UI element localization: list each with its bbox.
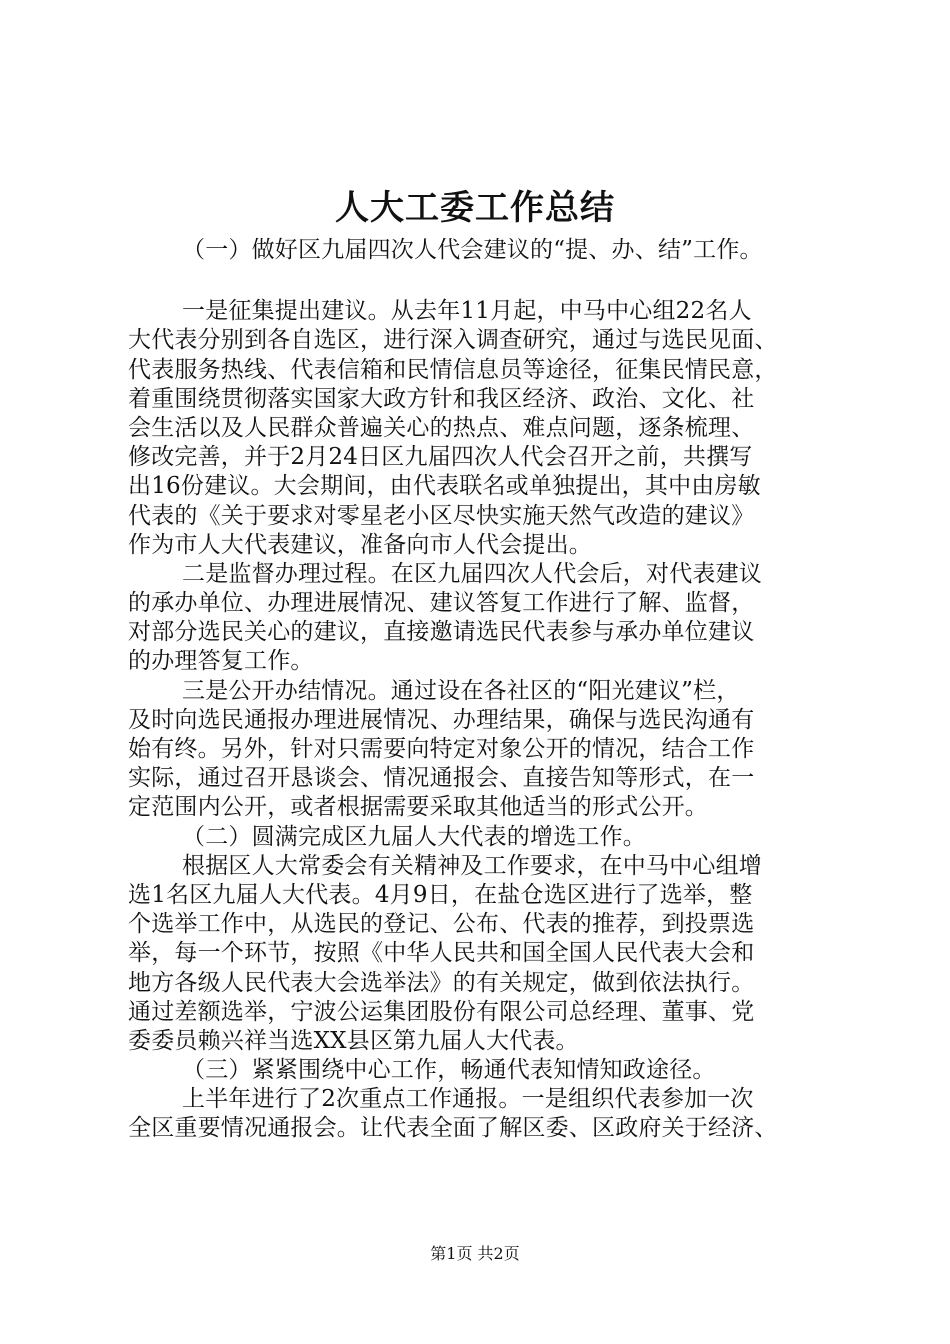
paragraph-line: 大代表分别到各自选区，进行深入调查研究，通过与选民见面、 [128,327,778,354]
paragraph-line: 定范围内公开，或者根据需要采取其他适当的形式公开。 [128,794,708,821]
paragraph-line: 上半年进行了2次重点工作通报。一是组织代表参加一次 [182,1086,754,1113]
document-body [128,236,854,1144]
section-heading-2: （二）圆满完成区九届人大代表的增选工作。 [182,823,646,850]
paragraph-line: 根据区人大常委会有关精神及工作要求，在中马中心组增 [182,852,762,879]
section-heading-3: （三）紧紧围绕中心工作，畅通代表知情知政途径。 [182,1057,716,1084]
document-title: 人大工委工作总结 [335,188,615,228]
paragraph-line: 出16份建议。大会期间，由代表联名或单独提出，其中由房敏 [128,473,761,500]
section-heading-1: （一）做好区九届四次人代会建议的“提、办、结”工作。 [182,237,763,263]
paragraph-line: 通过差额选举，宁波公运集团股份有限公司总经理、董事、党 [128,998,755,1025]
paragraph-line: 实际，通过召开恳谈会、情况通报会、直接告知等形式，在一 [128,765,755,792]
paragraph-line: 始有终。另外，针对只需要向特定对象公开的情况，结合工作 [128,736,755,762]
paragraph-line: 委委员赖兴祥当选XX县区第九届人大代表。 [128,1027,579,1054]
paragraph-line: 代表服务热线、代表信箱和民情信息员等途径，征集民情民意， [128,356,778,383]
paragraph-spacer [128,265,854,297]
page-number: 第1页 共2页 [430,1244,520,1263]
paragraph-line: 着重围绕贯彻落实国家大政方针和我区经济、政治、文化、社 [128,385,755,412]
paragraph-line: 修改完善，并于2月24日区九届四次人代会召开之前，共撰写 [128,444,753,471]
paragraph-line: 全区重要情况通报会。让代表全面了解区委、区政府关于经济、 [128,1115,778,1142]
paragraph-line: 代表的《关于要求对零星老小区尽快实施天然气改造的建议》 [128,502,755,529]
paragraph-line: 三是公开办结情况。通过设在各社区的“阳光建议”栏， [182,677,740,704]
paragraph-line: 会生活以及人民群众普遍关心的热点、难点问题，逐条梳理、 [128,414,755,441]
paragraph-line: 的承办单位、办理进展情况、建议答复工作进行了解、监督， [128,590,755,617]
paragraph-line: 举，每一个环节，按照《中华人民共和国全国人民代表大会和 [128,940,755,967]
paragraph-line: 的办理答复工作。 [128,648,314,675]
paragraph-line: 地方各级人民代表大会选举法》的有关规定，做到依法执行。 [128,969,755,996]
paragraph-line: 作为市人大代表建议，准备向市人代会提出。 [128,531,592,558]
paragraph-line: 二是监督办理过程。在区九届四次人代会后，对代表建议 [182,560,762,587]
paragraph-line: 对部分选民关心的建议，直接邀请选民代表参与承办单位建议 [128,619,755,646]
paragraph-line: 选1名区九届人大代表。4月9日，在盐仓选区进行了选举，整 [128,881,753,908]
paragraph-line: 及时向选民通报办理进展情况、办理结果，确保与选民沟通有 [128,706,755,733]
paragraph-line: 一是征集提出建议。从去年11月起，中马中心组22名人 [182,298,752,325]
paragraph-line: 个选举工作中，从选民的登记、公布、代表的推荐，到投票选 [128,911,755,938]
